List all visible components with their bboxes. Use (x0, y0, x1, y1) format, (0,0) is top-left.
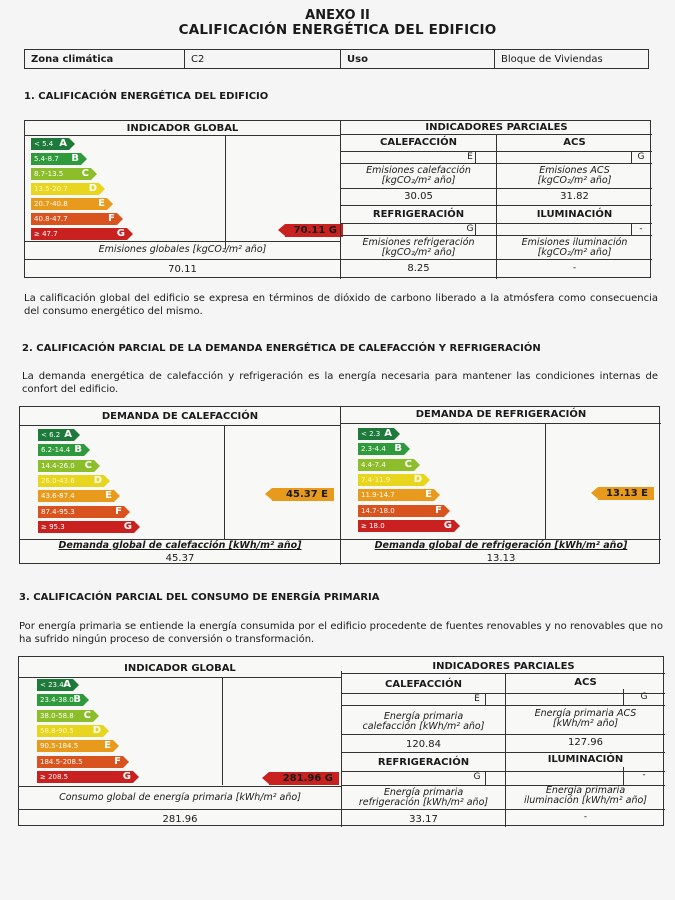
scale-range: 8.7-13.5 (34, 170, 64, 178)
section2-box (19, 406, 660, 564)
s3-iluminacion-header: ILUMINACIÓN (547, 754, 624, 765)
scale-range: < 6.2 (41, 431, 61, 439)
scale-letter: G (116, 228, 125, 239)
scale-range: 58.8-90.5 (40, 726, 74, 735)
s3-refrigeracion-letter: G (473, 772, 481, 782)
scale-bar-f (31, 213, 117, 225)
scale-range: 20.7-40.8 (34, 200, 68, 208)
s1-iluminacion-label (497, 238, 652, 258)
scale-bar-g (31, 228, 127, 240)
cooling-label: Demanda global de refrigeración [kWh/m² año] (374, 540, 628, 551)
s3-refrigeracion-header: REFRIGERACIÓN (377, 757, 470, 768)
heating-energy-scale (38, 429, 218, 539)
scale-range: 184.5-208.5 (40, 757, 83, 766)
scale-letter: C (81, 168, 89, 179)
scale-bar-d (37, 725, 103, 737)
scale-bar-b (38, 444, 84, 456)
scale-range: 38.0-58.8 (40, 711, 74, 720)
s1-rating-arrow (285, 224, 343, 237)
s1-iluminacion-label-2: [kgCO₂/m² año] (537, 247, 612, 258)
scale-range: 14.4-26.0 (41, 461, 75, 470)
scale-range: ≥ 47.7 (34, 230, 58, 238)
s3-calefaccion-value: 120.84 (406, 739, 441, 750)
s3-calefaccion-label (342, 712, 505, 732)
scale-letter: F (115, 505, 122, 517)
cooling-rating: 13.13 E (606, 488, 648, 499)
s1-rating: 70.11 G (293, 225, 337, 236)
scale-range: 13.5-20.7 (34, 185, 68, 193)
scale-range: 6.2-14.4 (41, 446, 71, 455)
scale-range: ≥ 208.5 (40, 772, 69, 781)
scale-range: 11.9-14.7 (361, 491, 395, 500)
s1-acs-label-2: [kgCO₂/m² año] (537, 175, 612, 186)
uso-value: Bloque de Viviendas (495, 50, 649, 69)
scale-bar-e (31, 198, 107, 210)
scale-letter: B (394, 443, 402, 455)
scale-letter: F (435, 504, 442, 516)
cooling-energy-scale (358, 428, 538, 538)
zona-table (24, 49, 649, 69)
s1-acs-letter: G (637, 152, 645, 162)
s3-rating: 281.96 G (282, 773, 333, 784)
s3-global-header: INDICADOR GLOBAL (124, 663, 236, 674)
zona-label: Zona climática (25, 50, 185, 69)
s1-calefaccion-value: 30.05 (404, 191, 433, 202)
scale-range: 23.4-38.0 (40, 696, 74, 705)
scale-bar-d (358, 474, 424, 486)
s1-acs-header: ACS (563, 137, 586, 148)
scale-letter: C (84, 459, 92, 471)
s3-refrigeracion-label (342, 788, 505, 808)
scale-bar-c (37, 710, 93, 722)
scale-letter: D (413, 473, 422, 485)
s3-global-label: Consumo global de energía primaria [kWh/m² año] (59, 792, 301, 803)
scale-bar-a (358, 428, 394, 440)
s1-iluminacion-letter: - (639, 224, 643, 234)
s3-iluminacion-letter: - (642, 770, 646, 780)
scale-bar-e (37, 740, 113, 752)
scale-letter: A (384, 428, 392, 439)
s1-refrigeracion-header: REFRIGERACIÓN (372, 209, 465, 220)
s3-refrigeracion-label-2: refrigeración [kWh/m² año] (358, 797, 489, 808)
s3-acs-label-2: [kWh/m² año] (552, 718, 619, 729)
scale-letter: C (404, 458, 412, 470)
scale-letter: B (74, 444, 82, 456)
uso-label: Uso (341, 50, 495, 69)
scale-bar-c (38, 460, 94, 472)
scale-bar-e (38, 490, 114, 502)
scale-bar-d (31, 183, 99, 195)
s3-iluminacion-label (506, 786, 665, 806)
scale-range: 40.8-47.7 (34, 215, 68, 223)
scale-letter: E (105, 490, 112, 502)
s1-paragraph: La calificación global del edificio se expresa en términos de dióxido de carbono liberado a la atmósfera como consecuencia del consumo energético del mismo. (24, 293, 658, 317)
s1-iluminacion-header: ILUMINACIÓN (536, 209, 613, 220)
scale-range: 4.4-7.4 (361, 460, 386, 469)
page-title: CALIFICACIÓN ENERGÉTICA DEL EDIFICIO (178, 22, 497, 38)
scale-bar-b (358, 443, 404, 455)
s3-iluminacion-label-1: Energía primaria (545, 785, 626, 796)
scale-range: 2.3-4.4 (361, 445, 386, 454)
scale-bar-a (31, 138, 69, 150)
s3-acs-letter: G (640, 692, 648, 702)
s3-iluminacion-label-2: iluminación [kWh/m² año] (523, 795, 648, 806)
s3-calefaccion-letter: E (474, 694, 480, 704)
s1-acs-label-1: Emisiones ACS (539, 165, 610, 176)
s1-iluminacion-label-1: Emisiones iluminación (521, 237, 628, 248)
s2-paragraph: La demanda energética de calefacción y refrigeración es la energía necesaria para mantener las condiciones internas de confort del edificio. (22, 371, 658, 395)
scale-letter: G (123, 520, 132, 532)
scale-letter: E (98, 198, 105, 209)
s1-calefaccion-label-1: Emisiones calefacción (366, 165, 471, 176)
s1-refrigeracion-value: 8.25 (407, 263, 430, 274)
scale-range: 43.6-87.4 (41, 492, 75, 501)
scale-range: 14.7-18.0 (361, 506, 395, 515)
scale-letter: G (122, 770, 131, 782)
s1-global-label: Emisiones globales [kgCO₂/m² año] (98, 244, 267, 255)
scale-range: 87.4-95.3 (41, 507, 75, 516)
s1-calefaccion-letter: E (467, 152, 473, 162)
s3-paragraph: Por energía primaria se entiende la energía consumida por el edificio procedente de fuentes renovables y no renovables que no ha sufrido ningún proceso de conversión o transformación. (19, 621, 663, 645)
scale-range: 26.0-43.6 (41, 476, 75, 485)
s1-calefaccion-header: CALEFACCIÓN (380, 137, 457, 148)
s3-rating-arrow (269, 772, 339, 785)
s1-global-value: 70.11 (168, 264, 197, 275)
s3-calefaccion-label-2: calefacción [kWh/m² año] (362, 721, 485, 732)
scale-range: < 23.4 (40, 681, 64, 689)
heating-rating-arrow (272, 488, 334, 501)
zona-value: C2 (185, 50, 341, 69)
scale-letter: D (92, 724, 101, 736)
s3-calefaccion-label-1: Energía primaria (383, 711, 464, 722)
s3-calefaccion-header: CALEFACCIÓN (385, 679, 462, 690)
annex-title: ANEXO II (305, 8, 370, 23)
cooling-value: 13.13 (486, 553, 516, 564)
s1-calefaccion-label-2: [kgCO₂/m² año] (381, 175, 456, 186)
heating-value: 45.37 (165, 553, 195, 564)
scale-bar-g (358, 520, 454, 532)
scale-letter: F (114, 755, 121, 767)
scale-bar-b (31, 153, 81, 165)
section2-title: 2. CALIFICACIÓN PARCIAL DE LA DEMANDA ENERGÉTICA DE CALEFACCIÓN Y REFRIGERACIÓN (22, 343, 541, 354)
scale-bar-a (37, 679, 73, 691)
scale-range: 5.4-8.7 (34, 155, 59, 163)
scale-bar-f (38, 506, 124, 518)
s3-acs-label-1: Energía primaria ACS (534, 708, 637, 719)
scale-letter: E (104, 740, 111, 752)
s1-refrigeracion-label-2: [kgCO₂/m² año] (381, 247, 456, 258)
scale-letter: D (93, 474, 102, 486)
scale-bar-c (31, 168, 91, 180)
scale-letter: B (71, 153, 79, 164)
heating-label: Demanda global de calefacción [kWh/m² año] (58, 540, 302, 551)
scale-letter: A (63, 679, 71, 690)
s3-partial-header: INDICADORES PARCIALES (432, 661, 575, 672)
s3-energy-scale (37, 679, 217, 789)
s3-refrigeracion-value: 33.17 (409, 814, 438, 825)
s3-iluminacion-value: - (583, 812, 588, 822)
section3-box (18, 656, 664, 826)
scale-range: < 2.3 (361, 430, 381, 438)
s1-partial-header: INDICADORES PARCIALES (425, 122, 568, 133)
s1-calefaccion-label (341, 166, 496, 186)
s3-global-value: 281.96 (162, 814, 198, 825)
scale-bar-d (38, 475, 104, 487)
scale-bar-b (37, 694, 83, 706)
scale-bar-g (38, 521, 134, 533)
scale-bar-g (37, 771, 133, 783)
scale-bar-e (358, 489, 434, 501)
s3-acs-label (506, 709, 665, 729)
scale-bar-c (358, 459, 414, 471)
s1-global-header: INDICADOR GLOBAL (126, 123, 239, 134)
s1-energy-scale (31, 138, 221, 248)
scale-range: < 5.4 (34, 140, 54, 148)
s3-refrigeracion-label-1: Energía primaria (383, 787, 464, 798)
s1-refrigeracion-label (341, 238, 496, 258)
scale-range: 90.5-184.5 (40, 742, 79, 751)
scale-letter: F (108, 213, 115, 224)
scale-range: 7.4-11.9 (361, 475, 391, 484)
section3-title: 3. CALIFICACIÓN PARCIAL DEL CONSUMO DE ENERGÍA PRIMARIA (19, 592, 380, 603)
cooling-header: DEMANDA DE REFRIGERACIÓN (415, 409, 587, 420)
scale-letter: A (64, 429, 72, 440)
section1-box (24, 120, 651, 278)
scale-letter: A (59, 138, 67, 149)
scale-letter: C (83, 709, 91, 721)
scale-letter: D (88, 183, 97, 194)
scale-letter: G (443, 519, 452, 531)
s1-refrigeracion-letter: G (466, 224, 474, 234)
cooling-rating-arrow (598, 487, 654, 500)
scale-letter: E (425, 489, 432, 501)
s1-acs-value: 31.82 (560, 191, 589, 202)
s1-refrigeracion-label-1: Emisiones refrigeración (362, 237, 475, 248)
scale-range: ≥ 95.3 (41, 522, 65, 531)
scale-bar-a (38, 429, 74, 441)
heating-header: DEMANDA DE CALEFACCIÓN (101, 411, 259, 422)
s3-acs-header: ACS (574, 677, 597, 688)
heating-rating: 45.37 E (286, 489, 328, 500)
s3-acs-value: 127.96 (568, 737, 603, 748)
scale-bar-f (37, 756, 123, 768)
scale-bar-f (358, 505, 444, 517)
scale-range: ≥ 18.0 (361, 521, 385, 530)
s1-acs-label (497, 166, 652, 186)
scale-letter: B (73, 694, 81, 706)
section1-title: 1. CALIFICACIÓN ENERGÉTICA DEL EDIFICIO (24, 91, 269, 102)
s1-iluminacion-value: - (572, 263, 577, 273)
